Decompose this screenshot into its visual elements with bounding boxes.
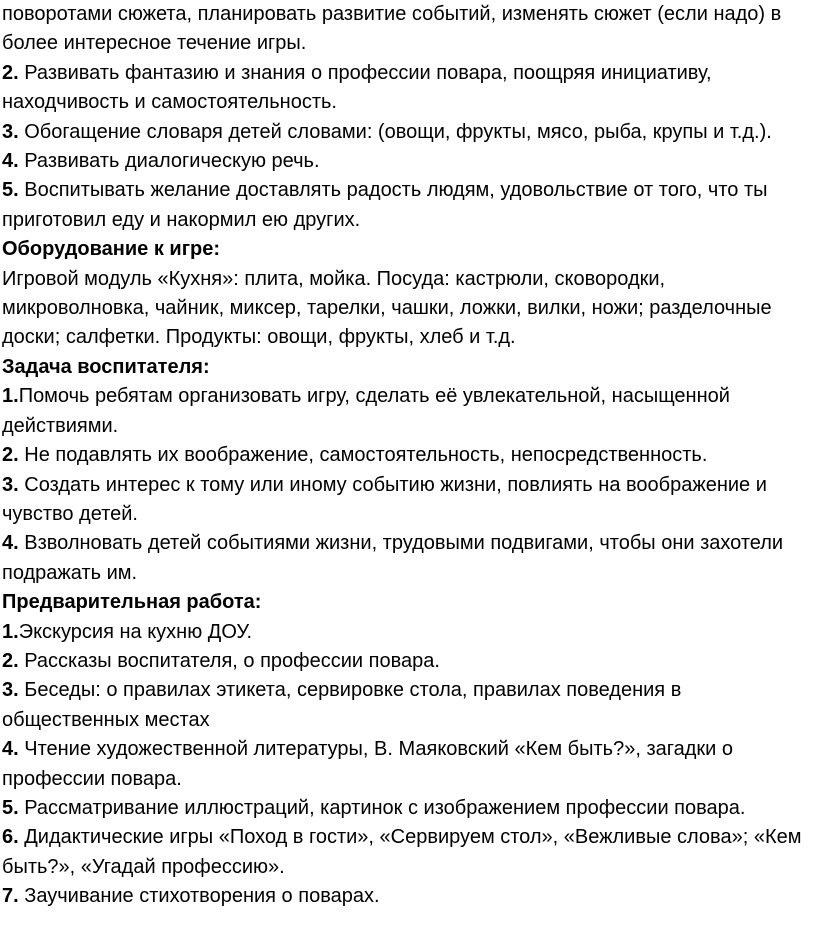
item-number: 2. xyxy=(2,61,19,84)
item-text: Не подавлять их воображение, самостоятельность, непосредственность. xyxy=(18,444,708,467)
item-number: 4. xyxy=(2,150,19,173)
item-number: 7. xyxy=(2,885,19,908)
item-number: 5. xyxy=(2,796,19,819)
item-text: Чтение художественной литературы, В. Маяковский «Кем быть?», загадки о профессии повара. xyxy=(2,738,733,790)
item-text: Рассказы воспитателя, о профессии повара. xyxy=(18,649,440,672)
item-number: 1. xyxy=(2,620,19,643)
equipment-heading: Оборудование к игре: xyxy=(2,238,221,261)
item-number: 1. xyxy=(2,385,19,408)
teacher-task-heading: Задача воспитателя: xyxy=(2,355,210,378)
goal-item xyxy=(2,59,812,118)
preliminary-work-item xyxy=(2,735,812,794)
item-text: Развивать диалогическую речь. xyxy=(18,150,320,173)
item-text: Помочь ребятам организовать игру, сделать её увлекательной, насыщенной действиями. xyxy=(2,385,730,437)
item-number: 2. xyxy=(2,649,19,672)
intro-continuation: поворотами сюжета, планировать развитие событий, изменять сюжет (если надо) в более интересное течение игры. xyxy=(2,3,782,55)
item-text: Создать интерес к тому или иному событию жизни, повлиять на воображение и чувство детей. xyxy=(2,473,767,525)
item-number: 3. xyxy=(2,473,19,496)
item-number: 6. xyxy=(2,826,19,849)
preliminary-work-item xyxy=(2,823,812,882)
item-text: Взволновать детей событиями жизни, трудовыми подвигами, чтобы они захотели подражать им. xyxy=(2,532,784,584)
item-text: Дидактические игры «Поход в гости», «Сервируем стол», «Вежливые слова»; «Кем быть?», «Угадай профессию». xyxy=(2,826,802,878)
item-number: 3. xyxy=(2,120,19,143)
equipment-text: Игровой модуль «Кухня»: плита, мойка. Посуда: кастрюли, сковородки, микроволновка, чайник, миксер, тарелки, чашки, ложки, вилки, ножи; разделочные доски; салфетки. Продукты: овощи, фрукты, хлеб и т.д. xyxy=(2,267,772,349)
item-text: Развивать фантазию и знания о профессии повара, поощряя инициативу, находчивость и самостоятельность. xyxy=(2,61,712,114)
goal-item xyxy=(2,118,812,147)
item-number: 3. xyxy=(2,679,19,702)
item-text: Обогащение словаря детей словами: (овощи, фрукты, мясо, рыба, крупы и т.д.). xyxy=(18,120,772,143)
goal-item xyxy=(2,147,812,176)
item-text: Воспитывать желание доставлять радость людям, удовольствие от того, что ты приготовил еду и накормил ею других. xyxy=(2,179,768,231)
item-text: Заучивание стихотворения о поварах. xyxy=(18,885,380,908)
goal-item xyxy=(2,176,812,235)
preliminary-work-heading: Предварительная работа: xyxy=(2,591,262,614)
preliminary-work-item xyxy=(2,794,812,823)
teacher-task-item xyxy=(2,441,812,470)
item-text: Рассматривание иллюстраций, картинок с изображением профессии повара. xyxy=(18,796,746,819)
item-number: 5. xyxy=(2,179,19,202)
teacher-task-item xyxy=(2,529,812,588)
preliminary-work-item xyxy=(2,882,812,911)
item-text: Беседы: о правилах этикета, сервировке стола, правилах поведения в общественных местах xyxy=(2,679,682,731)
item-number: 4. xyxy=(2,532,19,555)
preliminary-work-item xyxy=(2,618,812,647)
item-number: 2. xyxy=(2,444,19,467)
item-text: Экскурсия на кухню ДОУ. xyxy=(18,620,253,643)
teacher-task-item xyxy=(2,471,812,530)
preliminary-work-item xyxy=(2,676,812,735)
item-number: 4. xyxy=(2,738,19,761)
teacher-task-item xyxy=(2,382,812,441)
preliminary-work-item xyxy=(2,647,812,676)
